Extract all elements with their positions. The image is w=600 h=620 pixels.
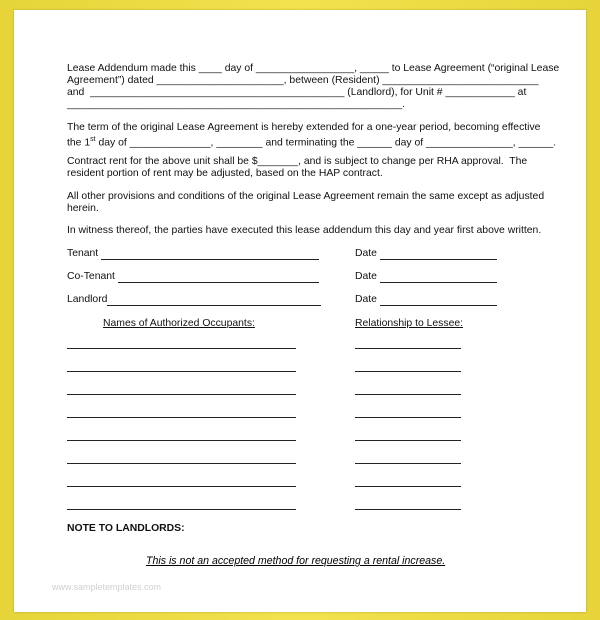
occupant-relationship-line[interactable] (355, 394, 461, 395)
date-line-tenant[interactable] (380, 259, 497, 260)
occupant-relationship-line[interactable] (355, 348, 461, 349)
paragraph-2-line-1: The term of the original Lease Agreement is hereby extended for a one-year period, becoming effective (67, 122, 541, 133)
paragraph-1-line-3: and ____________________________________________ (Landlord), for Unit # ____________ at (67, 87, 527, 98)
occupant-relationship-line[interactable] (355, 417, 461, 418)
signature-line-co-tenant[interactable] (118, 282, 319, 283)
occupant-name-line[interactable] (67, 440, 296, 441)
paragraph-1-line-1: Lease Addendum made this ____ day of _________________, _____ to Lease Agreement (“original Lease (67, 63, 560, 74)
occupant-name-line[interactable] (67, 348, 296, 349)
occupant-name-line[interactable] (67, 463, 296, 464)
occupant-relationship-line[interactable] (355, 440, 461, 441)
signature-label-landlord: Landlord (67, 294, 108, 305)
occupant-relationship-line[interactable] (355, 371, 461, 372)
note-heading: NOTE TO LANDLORDS: (67, 523, 185, 534)
signature-label-co-tenant: Co-Tenant (67, 271, 115, 282)
paragraph-2-text-a: the 1 (67, 137, 91, 149)
date-line-co-tenant[interactable] (380, 282, 497, 283)
paragraph-2-text-b: day of ______________, ________ and terminating the ______ day of _______________, ______. (95, 137, 557, 149)
occupants-relationship-heading: Relationship to Lessee: (355, 318, 464, 329)
date-label-co-tenant: Date (355, 271, 377, 282)
occupant-relationship-line[interactable] (355, 486, 461, 487)
signature-label-tenant: Tenant (67, 248, 99, 259)
occupant-name-line[interactable] (67, 371, 296, 372)
occupant-name-line[interactable] (67, 417, 296, 418)
signature-line-landlord[interactable] (107, 305, 321, 306)
occupants-names-heading: Names of Authorized Occupants: (103, 318, 255, 329)
occupant-relationship-line[interactable] (355, 509, 461, 510)
note-text: This is not an accepted method for requesting a rental increase. (146, 555, 446, 567)
paragraph-4-line-1: All other provisions and conditions of the original Lease Agreement remain the same except as adjusted (67, 191, 545, 202)
signature-line-tenant[interactable] (101, 259, 319, 260)
watermark: www.sampletemplates.com (52, 582, 162, 592)
paragraph-1-line-4: __________________________________________________________. (67, 99, 406, 110)
paragraph-4-line-2: herein. (67, 203, 99, 214)
date-line-landlord[interactable] (380, 305, 497, 306)
document-page (14, 10, 586, 612)
occupant-name-line[interactable] (67, 509, 296, 510)
paragraph-2-line-2 (67, 134, 556, 149)
date-label-landlord: Date (355, 294, 377, 305)
date-label-tenant: Date (355, 248, 377, 259)
paragraph-3-line-1: Contract rent for the above unit shall be $_______, and is subject to change per RHA approval. The (67, 156, 528, 167)
occupant-name-line[interactable] (67, 486, 296, 487)
occupant-name-line[interactable] (67, 394, 296, 395)
ordinal-superscript: st (90, 136, 96, 143)
paragraph-3-line-2: resident portion of rent may be adjusted, based on the HAP contract. (67, 168, 383, 179)
paragraph-1-line-2: Agreement”) dated ______________________, between (Resident) ___________________________ (67, 75, 539, 86)
paragraph-5: In witness thereof, the parties have executed this lease addendum this day and year first above written. (67, 225, 542, 236)
occupant-relationship-line[interactable] (355, 463, 461, 464)
